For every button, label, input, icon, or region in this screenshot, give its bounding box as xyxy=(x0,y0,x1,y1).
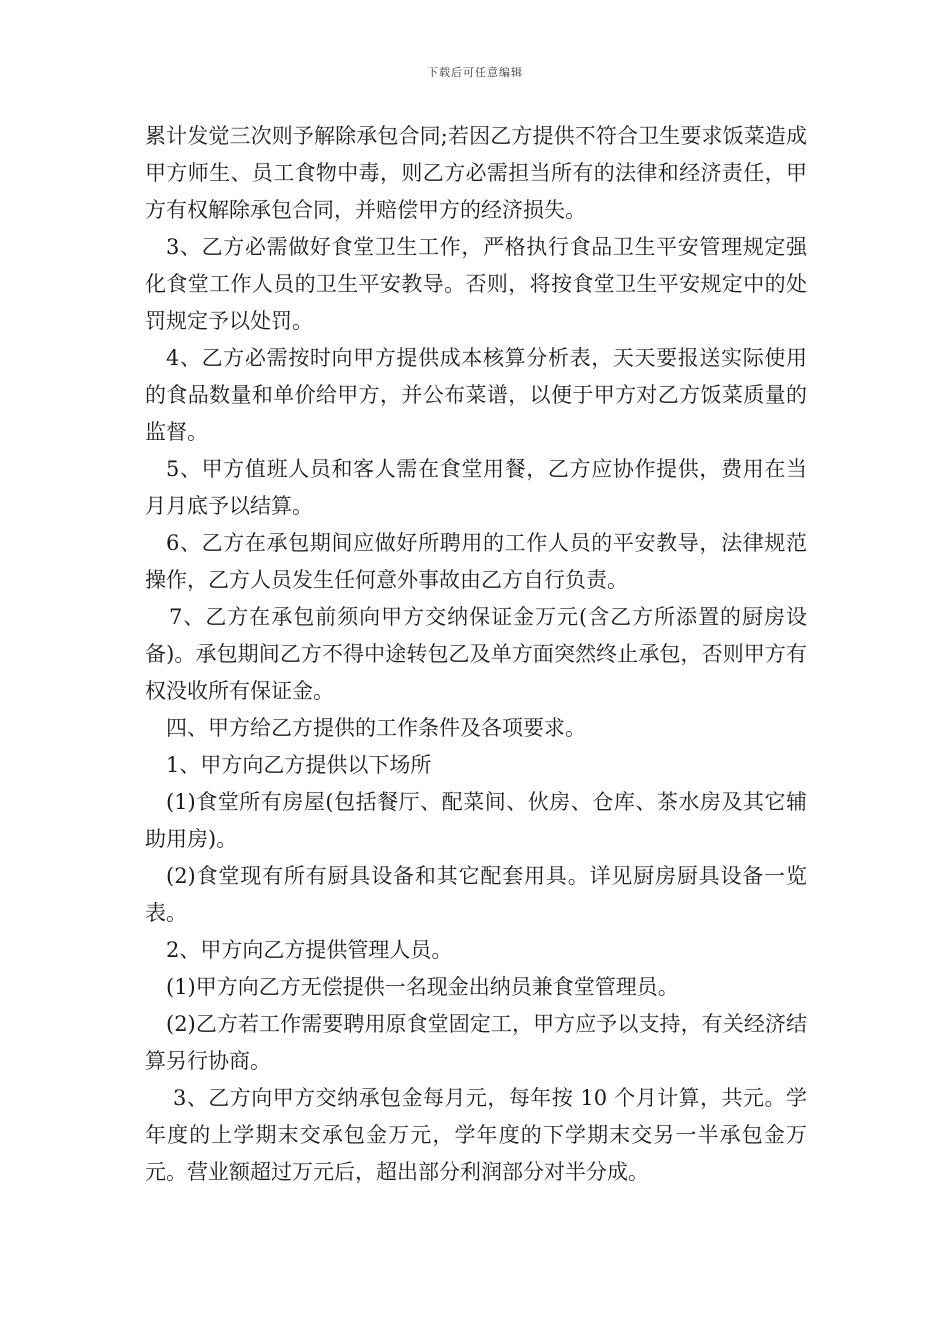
paragraph-item-4: 4、乙方必需按时向甲方提供成本核算分析表，天天要报送实际使用的食品数量和单价给甲方，并公布菜谱，以便于甲方对乙方饭菜质量的监督。 xyxy=(145,346,807,444)
paragraph-item-5: 5、甲方值班人员和客人需在食堂用餐，乙方应协作提供，费用在当月月底予以结算。 xyxy=(145,457,807,518)
paragraph-subitem-1: 1、甲方向乙方提供以下场所 xyxy=(166,753,432,777)
paragraph-subitem-3: 3、乙方向甲方交纳承包金每月元，每年按 10 个月计算，共元。学年度的上学期末交承包金万元，学年度的下学期末交另一半承包金万元。营业额超过万元后，超出部分利润部分对半分成。 xyxy=(145,1086,807,1184)
page-header: 下载后可任意编辑 xyxy=(427,66,523,79)
section-heading-four: 四、甲方给乙方提供的工作条件及各项要求。 xyxy=(166,716,586,740)
paragraph-subitem-1-1: (1)食堂所有房屋(包括餐厅、配菜间、伙房、仓库、茶水房及其它辅助用房)。 xyxy=(145,790,807,851)
paragraph-subitem-2-2: (2)乙方若工作需要聘用原食堂固定工，甲方应予以支持，有关经济结算另行协商。 xyxy=(145,1012,807,1073)
paragraph-subitem-2: 2、甲方向乙方提供管理人员。 xyxy=(166,938,453,962)
paragraph-item-7: 7、乙方在承包前须向甲方交纳保证金万元(含乙方所添置的厨房设备)。承包期间乙方不得中途转包乙及单方面突然终止承包，否则甲方有权没收所有保证金。 xyxy=(145,605,807,703)
document-body xyxy=(145,118,807,1191)
paragraph-item-6: 6、乙方在承包期间应做好所聘用的工作人员的平安教导，法律规范操作，乙方人员发生任何意外事故由乙方自行负责。 xyxy=(145,531,807,592)
paragraph-subitem-1-2: (2)食堂现有所有厨具设备和其它配套用具。详见厨房厨具设备一览表。 xyxy=(145,864,807,925)
paragraph-subitem-2-1: (1)甲方向乙方无偿提供一名现金出纳员兼食堂管理员。 xyxy=(166,975,679,999)
paragraph-continuation: 累计发觉三次则予解除承包合同;若因乙方提供不符合卫生要求饭菜造成甲方师生、员工食物中毒，则乙方必需担当所有的法律和经济责任，甲方有权解除承包合同，并赔偿甲方的经济损失。 xyxy=(145,124,807,222)
paragraph-item-3: 3、乙方必需做好食堂卫生工作，严格执行食品卫生平安管理规定强化食堂工作人员的卫生平安教导。否则，将按食堂卫生平安规定中的处罚规定予以处罚。 xyxy=(145,235,807,333)
